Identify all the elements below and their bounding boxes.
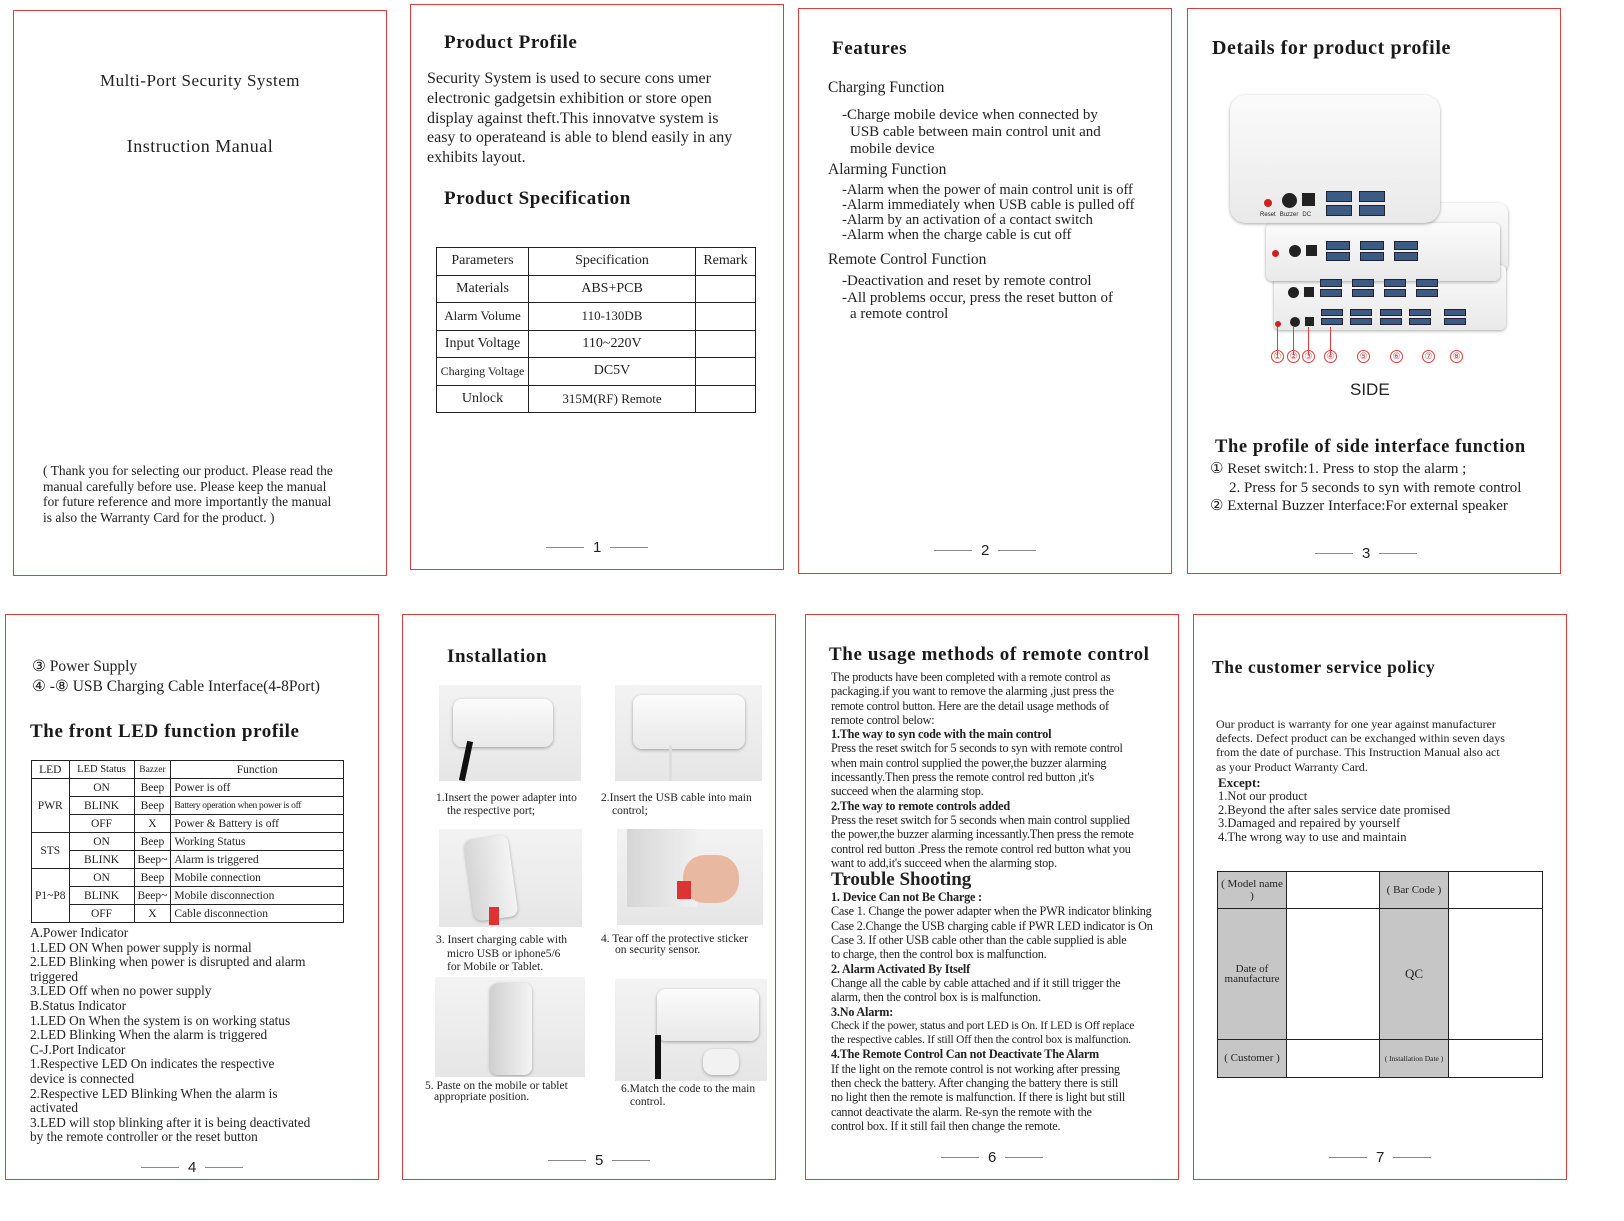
product-profile-title: Product Profile — [444, 32, 578, 53]
side-interface-list — [1210, 460, 1521, 516]
usb-port — [1380, 309, 1402, 316]
feature-line: -Charge mobile device when connected by — [842, 107, 1098, 123]
note-line: ( Thank you for selecting our product. Please read the — [43, 463, 333, 478]
dc-label: DC — [1302, 212, 1312, 218]
led-header: LED — [32, 761, 70, 779]
buzzer-port — [1290, 317, 1300, 327]
power-cable — [655, 1035, 661, 1079]
usb-port — [1326, 205, 1352, 216]
spec-row — [437, 303, 756, 331]
page-number-text: 7 — [1376, 1149, 1385, 1166]
spec-cell: 110~220V — [529, 330, 696, 358]
side-label: SIDE — [1350, 380, 1390, 399]
caption-line: the respective port; — [447, 804, 536, 817]
section-heading: 3.No Alarm: — [831, 1004, 894, 1019]
alarming-function-list — [842, 183, 1135, 243]
body-line: control box. If it still fail then change the remote. — [831, 1118, 1061, 1133]
reset-label: Reset — [1260, 212, 1276, 218]
spec-header-row — [437, 248, 756, 276]
spec-header: Parameters — [437, 248, 529, 276]
body-line: control red button .Press the remote control red button what you — [831, 841, 1131, 856]
led-row — [32, 869, 344, 887]
led-function-title: The front LED function profile — [30, 721, 300, 742]
spec-cell — [696, 330, 756, 358]
note-line: C-J.Port Indicator — [30, 1041, 126, 1057]
interface-line: ① Reset switch:1. Press to stop the alarm ; — [1210, 461, 1467, 477]
legend-line: ③ Power Supply — [32, 658, 138, 675]
form-row — [1218, 872, 1543, 909]
note-line: activated — [30, 1100, 78, 1116]
usb-port — [1326, 241, 1350, 250]
led-name: P1~P8 — [32, 869, 70, 923]
remote-function-list — [842, 273, 1113, 323]
led-buzzer: Beep — [134, 797, 171, 815]
spec-row — [437, 358, 756, 386]
spec-cell — [696, 303, 756, 331]
led-status: BLINK — [69, 851, 134, 869]
body-line: The products have been completed with a remote control as — [831, 670, 1111, 684]
body-line: cannot deactivate the alarm. Re-syn the remote with the — [831, 1104, 1092, 1119]
page-number-text: 4 — [188, 1159, 197, 1176]
led-row — [32, 887, 344, 905]
product-spec-title: Product Specification — [444, 188, 631, 209]
spec-cell — [696, 358, 756, 386]
note-line: 2.LED Blinking when power is disrupted and alarm — [30, 954, 306, 970]
usb-port — [1326, 252, 1350, 261]
device-unit — [657, 989, 759, 1041]
led-buzzer: Beep — [134, 869, 171, 887]
usb-port — [1321, 318, 1343, 325]
spec-cell: ABS+PCB — [529, 275, 696, 303]
page-number-text: 3 — [1362, 545, 1371, 562]
led-function: Mobile connection — [171, 869, 344, 887]
hand — [683, 855, 739, 903]
led-table — [31, 760, 344, 923]
spec-cell — [696, 275, 756, 303]
side-interface-title: The profile of side interface function — [1215, 437, 1526, 457]
spec-cell: Materials — [437, 275, 529, 303]
led-row — [32, 797, 344, 815]
cable-plug — [677, 881, 691, 899]
date-of-manufacture-field[interactable] — [1287, 909, 1380, 1040]
caption-line: 1.Insert the power adapter into — [436, 792, 577, 804]
install-photo-2 — [615, 685, 762, 781]
install-photo-6 — [615, 979, 767, 1081]
details-title: Details for product profile — [1212, 37, 1451, 59]
usb-port — [1409, 318, 1431, 325]
led-buzzer: Beep~ — [134, 887, 171, 905]
policy-line: from the date of purchase. This Instruction Manual also act — [1216, 745, 1500, 760]
usb-port — [1359, 191, 1385, 202]
page-3 — [1187, 8, 1561, 574]
led-row — [32, 833, 344, 851]
led-function: Battery operation when power is off — [171, 797, 344, 815]
usb-port — [1350, 309, 1372, 316]
led-name: STS — [32, 833, 70, 869]
body-line: no light then the remote is malfunction. If there is light but still — [831, 1090, 1126, 1105]
product-side-image — [1226, 95, 1516, 375]
qc-field[interactable] — [1380, 909, 1449, 1078]
page-6 — [805, 614, 1179, 1180]
body-line: want to add,it's succeed when the alarming stop. — [831, 855, 1057, 870]
led-function: Power is off — [171, 779, 344, 797]
caption-line: appropriate position. — [434, 1091, 530, 1103]
usb-port — [1409, 309, 1431, 316]
led-function: Alarm is triggered — [171, 851, 344, 869]
caption-line: on security sensor. — [615, 944, 701, 956]
form-row — [1218, 909, 1543, 1040]
bar-code-label: ( Bar Code ) — [1380, 872, 1449, 909]
note-line: 3.LED Off when no power supply — [30, 983, 212, 999]
spec-cell: Unlock — [437, 385, 529, 413]
cover-subtitle: Instruction Manual — [126, 136, 274, 156]
section-heading: 1.The way to syn code with the main control — [831, 727, 1052, 742]
profile-line: Security System is used to secure cons umer — [427, 70, 711, 87]
page-number — [934, 542, 1036, 559]
note-line: 1.LED ON When power supply is normal — [30, 939, 252, 955]
indicator-notes — [30, 926, 310, 1145]
page-number — [1315, 545, 1417, 562]
caption-line: control; — [612, 804, 648, 817]
feature-line: mobile device — [850, 141, 935, 157]
body-line: when main control supplied the power,the buzzer alarming — [831, 755, 1107, 770]
page-number-text: 6 — [988, 1149, 997, 1166]
model-name-label: ( Model name ) — [1218, 872, 1287, 909]
usb-port — [1444, 309, 1466, 316]
note-line: B.Status Indicator — [30, 997, 127, 1013]
led-row — [32, 851, 344, 869]
caption-line: 2.Insert the USB cable into main — [601, 792, 752, 804]
reset-button — [1264, 199, 1272, 207]
buzzer-port — [1289, 245, 1301, 257]
caption-line: micro USB or iphone5/6 — [447, 947, 561, 960]
phone — [490, 983, 532, 1075]
body-line: incessantly.Then press the remote control red button ,it's — [831, 770, 1094, 785]
led-status: BLINK — [69, 887, 134, 905]
dc-port — [1304, 287, 1314, 297]
charging-function-heading: Charging Function — [828, 79, 945, 96]
spec-cell: 110-130DB — [529, 303, 696, 331]
caption-line: 4. Tear off the protective sticker — [601, 933, 748, 945]
section-heading: 2.The way to remote controls added — [831, 798, 1010, 813]
body-line: alarm, then the control box is is malfunction. — [831, 990, 1041, 1005]
page-number — [141, 1159, 243, 1176]
usb-port — [1359, 205, 1385, 216]
led-row — [32, 815, 344, 833]
remote-usage-title: The usage methods of remote control — [829, 644, 1150, 665]
callout-5: ⑤ — [1357, 350, 1370, 363]
body-line: Case 3. If other USB cable other than the cable supplied is able — [831, 933, 1127, 948]
installation-date-field[interactable] — [1449, 1039, 1543, 1077]
install-caption-6 — [621, 1083, 755, 1109]
bar-code-field[interactable] — [1449, 872, 1543, 909]
usb-port — [1416, 289, 1438, 297]
body-line: remote control below: — [831, 712, 935, 727]
body-line: If the light on the remote control is not working after pressing — [831, 1061, 1120, 1076]
interface-line: ② External Buzzer Interface:For external speaker — [1210, 498, 1508, 514]
profile-line: easy to operateand is able to blend easily in any — [427, 129, 733, 147]
callout-6: ⑥ — [1390, 350, 1403, 363]
service-policy-text — [1216, 717, 1505, 774]
caption-line: control. — [630, 1096, 666, 1108]
qc-stamp-field[interactable] — [1449, 909, 1543, 1040]
usb-port — [1321, 309, 1343, 316]
note-line: 3.LED will stop blinking after it is being deactivated — [30, 1114, 311, 1130]
caption-line: for Mobile or Tablet. — [447, 961, 544, 973]
legend-line: ④ -⑧ USB Charging Cable Interface(4-8Port) — [32, 677, 320, 695]
usb-port — [1360, 241, 1384, 250]
except-list — [1218, 790, 1450, 844]
note-line: device is connected — [30, 1070, 135, 1086]
install-caption-2 — [601, 792, 752, 817]
spec-header: Specification — [529, 248, 696, 276]
spec-cell: DC5V — [529, 358, 696, 386]
body-line: remote control button. Here are the detail usage methods of — [831, 698, 1109, 713]
page-number-text: 2 — [981, 542, 990, 559]
buzzer-port — [1282, 193, 1297, 208]
except-line: 1.Not our product — [1218, 789, 1308, 803]
warranty-card-form — [1217, 871, 1543, 1078]
note-line: 2.LED Blinking When the alarm is triggered — [30, 1027, 268, 1043]
note-line: for future reference and more importantly the manual — [43, 494, 332, 509]
body-line: Press the reset switch for 5 seconds to syn with remote control — [831, 741, 1123, 756]
feature-line: -Alarm by an activation of a contact switch — [842, 212, 1093, 228]
callout-7: ⑦ — [1422, 350, 1435, 363]
feature-line: -All problems occur, press the reset button of — [842, 289, 1113, 306]
device-unit — [453, 699, 553, 747]
led-row — [32, 779, 344, 797]
led-status: ON — [69, 779, 134, 797]
page-number — [546, 539, 648, 556]
page-7 — [1193, 614, 1567, 1180]
led-status: ON — [69, 833, 134, 851]
led-status: BLINK — [69, 797, 134, 815]
dc-port — [1306, 245, 1317, 256]
page-number — [548, 1152, 650, 1169]
feature-line: a remote control — [850, 306, 949, 322]
note-line: by the remote controller or the reset button — [30, 1129, 258, 1145]
body-line: the power,the buzzer alarming incessantly.Then press the remote — [831, 827, 1134, 842]
cable-plug — [489, 907, 499, 925]
section-heading: 4.The Remote Control Can not Deactivate The Alarm — [831, 1047, 1099, 1062]
page-number — [941, 1149, 1043, 1166]
page-4 — [5, 614, 379, 1180]
body-line: Press the reset switch for 5 seconds when main control supplied — [831, 812, 1130, 827]
body-line: Change all the cable by cable attached and if it still trigger the — [831, 975, 1121, 990]
policy-line: defects. Defect product can be exchanged within seven days — [1216, 731, 1505, 746]
led-function: Cable disconnection — [171, 905, 344, 923]
usb-port — [1326, 191, 1352, 202]
install-photo-3 — [439, 829, 582, 927]
led-status: OFF — [69, 815, 134, 833]
usb-port — [1320, 289, 1342, 297]
led-buzzer: Beep — [134, 779, 171, 797]
install-caption-1 — [436, 792, 577, 817]
led-function: Mobile disconnection — [171, 887, 344, 905]
body-line: packaging.if you want to remove the alarming ,just press the — [831, 684, 1114, 699]
spec-cell: Alarm Volume — [437, 303, 529, 331]
install-photo-5 — [435, 977, 585, 1077]
usb-port — [1380, 318, 1402, 325]
buzzer-port — [1288, 287, 1299, 298]
product-profile-text — [427, 69, 732, 168]
spec-table — [436, 247, 756, 413]
led-status: OFF — [69, 905, 134, 923]
caption-line: 6.Match the code to the main — [621, 1083, 756, 1095]
led-header: Function — [171, 761, 344, 779]
led-status: ON — [69, 869, 134, 887]
page-cover — [13, 10, 387, 576]
alarming-function-heading: Alarming Function — [828, 161, 947, 178]
profile-line: electronic gadgetsin exhibition or store open — [427, 89, 712, 107]
spec-row — [437, 275, 756, 303]
trouble-shooting-title: Trouble Shooting — [831, 869, 972, 891]
service-policy-title: The customer service policy — [1212, 657, 1436, 677]
cover-note — [43, 463, 333, 525]
except-line: 4.The wrong way to use and maintain — [1218, 829, 1407, 844]
callout-numbers — [1271, 350, 1471, 366]
feature-line: USB cable between main control unit and — [850, 124, 1101, 140]
usb-port — [1444, 318, 1466, 325]
led-header: Bazzer — [134, 761, 171, 779]
usb-port — [1394, 241, 1418, 250]
page-number-text: 5 — [595, 1152, 604, 1169]
customer-field[interactable] — [1287, 1039, 1380, 1077]
installation-title: Installation — [447, 646, 548, 667]
body-line: to charge, then the control box is malfunction. — [831, 947, 1047, 962]
usb-port — [1394, 252, 1418, 261]
led-name: PWR — [32, 779, 70, 833]
led-buzzer: Beep~ — [134, 851, 171, 869]
spec-row — [437, 385, 756, 413]
caption-line: 3. Insert charging cable with — [436, 934, 568, 946]
spec-header: Remark — [696, 248, 756, 276]
install-photo-4 — [617, 829, 763, 925]
callout-3: ③ — [1302, 350, 1315, 363]
spec-cell: Charging Voltage — [437, 358, 529, 386]
feature-line: -Alarm when the power of main control unit is off — [842, 182, 1133, 198]
page-number — [1329, 1149, 1431, 1166]
body-line: then check the battery. After changing the battery there is still — [831, 1076, 1119, 1091]
spec-cell: Input Voltage — [437, 330, 529, 358]
note-line: 2.Respective LED Blinking When the alarm is — [30, 1085, 278, 1101]
callout-1: ① — [1271, 350, 1284, 363]
usb-port — [1416, 279, 1438, 287]
body-line: succeed when the alarming stop. — [831, 784, 984, 799]
policy-line: as your Product Warranty Card. — [1216, 759, 1368, 774]
led-function: Working Status — [171, 833, 344, 851]
qc-label: QC — [1380, 909, 1448, 1039]
port-labels — [1260, 212, 1311, 218]
body-line: Check if the power, status and port LED is On. If LED is Off replace — [831, 1019, 1135, 1032]
page-5 — [402, 614, 776, 1180]
note-line: is also the Warranty Card for the product. ) — [43, 509, 275, 525]
reset-button — [1272, 250, 1279, 257]
spec-row — [437, 330, 756, 358]
except-line: 2.Beyond the after sales service date promised — [1218, 802, 1451, 817]
body-line: Case 2.Change the USB charging cable if PWR LED indicator is On — [831, 918, 1153, 933]
installation-date-label: ( Installation Date ) — [1380, 1039, 1448, 1077]
led-row — [32, 905, 344, 923]
usb-port — [1350, 318, 1372, 325]
led-buzzer: X — [134, 905, 171, 923]
feature-line: -Deactivation and reset by remote control — [842, 273, 1092, 289]
led-header: LED Status — [69, 761, 134, 779]
callout-4: ④ — [1324, 350, 1337, 363]
usb-port — [1360, 252, 1384, 261]
page-1 — [410, 4, 784, 570]
note-line: triggered — [30, 968, 78, 984]
except-line: 3.Damaged and repaired by yourself — [1218, 816, 1401, 830]
spec-cell: 315M(RF) Remote — [529, 385, 696, 413]
remote-function-heading: Remote Control Function — [828, 251, 987, 268]
cover-title: Multi-Port Security System — [100, 71, 300, 90]
profile-line: display against theft.This innovatve system is — [427, 109, 719, 127]
note-line: manual carefully before use. Please keep the manual — [43, 478, 327, 494]
feature-line: -Alarm when the charge cable is cut off — [842, 227, 1072, 243]
usb-cable — [669, 745, 672, 781]
spec-cell — [696, 385, 756, 413]
port-legend — [32, 657, 320, 696]
led-function: Power & Battery is off — [171, 815, 344, 833]
remote-usage-body — [831, 670, 1153, 1133]
profile-line: exhibits layout. — [427, 149, 526, 167]
note-line: A.Power Indicator — [30, 925, 129, 940]
body-line: Case 1. Change the power adapter when the PWR indicator blinking — [831, 904, 1152, 919]
led-header-row — [32, 761, 344, 779]
dc-port — [1305, 317, 1314, 326]
callout-2: ② — [1287, 350, 1300, 363]
usb-port — [1384, 289, 1406, 297]
except-title: Except: — [1218, 775, 1261, 790]
customer-label: ( Customer ) — [1218, 1039, 1287, 1077]
buzzer-label: Buzzer — [1279, 212, 1299, 218]
device-unit — [633, 695, 745, 749]
install-caption-5 — [425, 1081, 568, 1103]
usb-port — [1320, 279, 1342, 287]
model-name-field[interactable] — [1287, 872, 1380, 909]
policy-line: Our product is warranty for one year against manufacturer — [1216, 717, 1496, 731]
reset-button — [1275, 321, 1281, 327]
feature-line: -Alarm immediately when USB cable is pulled off — [842, 197, 1135, 213]
page-number-text: 1 — [593, 539, 602, 556]
section-heading: 1. Device Can not Be Charge : — [831, 890, 982, 905]
usb-port — [1384, 279, 1406, 287]
usb-port — [1352, 289, 1374, 297]
charging-function-list — [842, 107, 1101, 158]
page-2 — [798, 8, 1172, 574]
install-caption-4 — [601, 934, 748, 956]
note-line: 1.Respective LED On indicates the respective — [30, 1056, 275, 1072]
date-of-manufacture-label: Date of manufacture — [1218, 909, 1287, 1040]
body-line: the respective cables. If still Off then the control box is malfunction. — [831, 1034, 1131, 1047]
usb-port — [1352, 279, 1374, 287]
features-title: Features — [832, 38, 908, 59]
install-caption-3 — [436, 934, 567, 975]
install-photo-1 — [439, 685, 581, 781]
dc-port — [1302, 193, 1315, 206]
callout-8: ⑧ — [1450, 350, 1463, 363]
remote-control — [703, 1049, 739, 1075]
led-buzzer: X — [134, 815, 171, 833]
caption-line: 5. Paste on the mobile or tablet — [425, 1080, 568, 1092]
section-heading: 2. Alarm Activated By Itself — [831, 961, 970, 976]
interface-line: 2. Press for 5 seconds to syn with remote control — [1229, 479, 1522, 496]
note-line: 1.LED On When the system is on working status — [30, 1012, 291, 1028]
device-unit — [1230, 95, 1440, 223]
led-buzzer: Beep — [134, 833, 171, 851]
